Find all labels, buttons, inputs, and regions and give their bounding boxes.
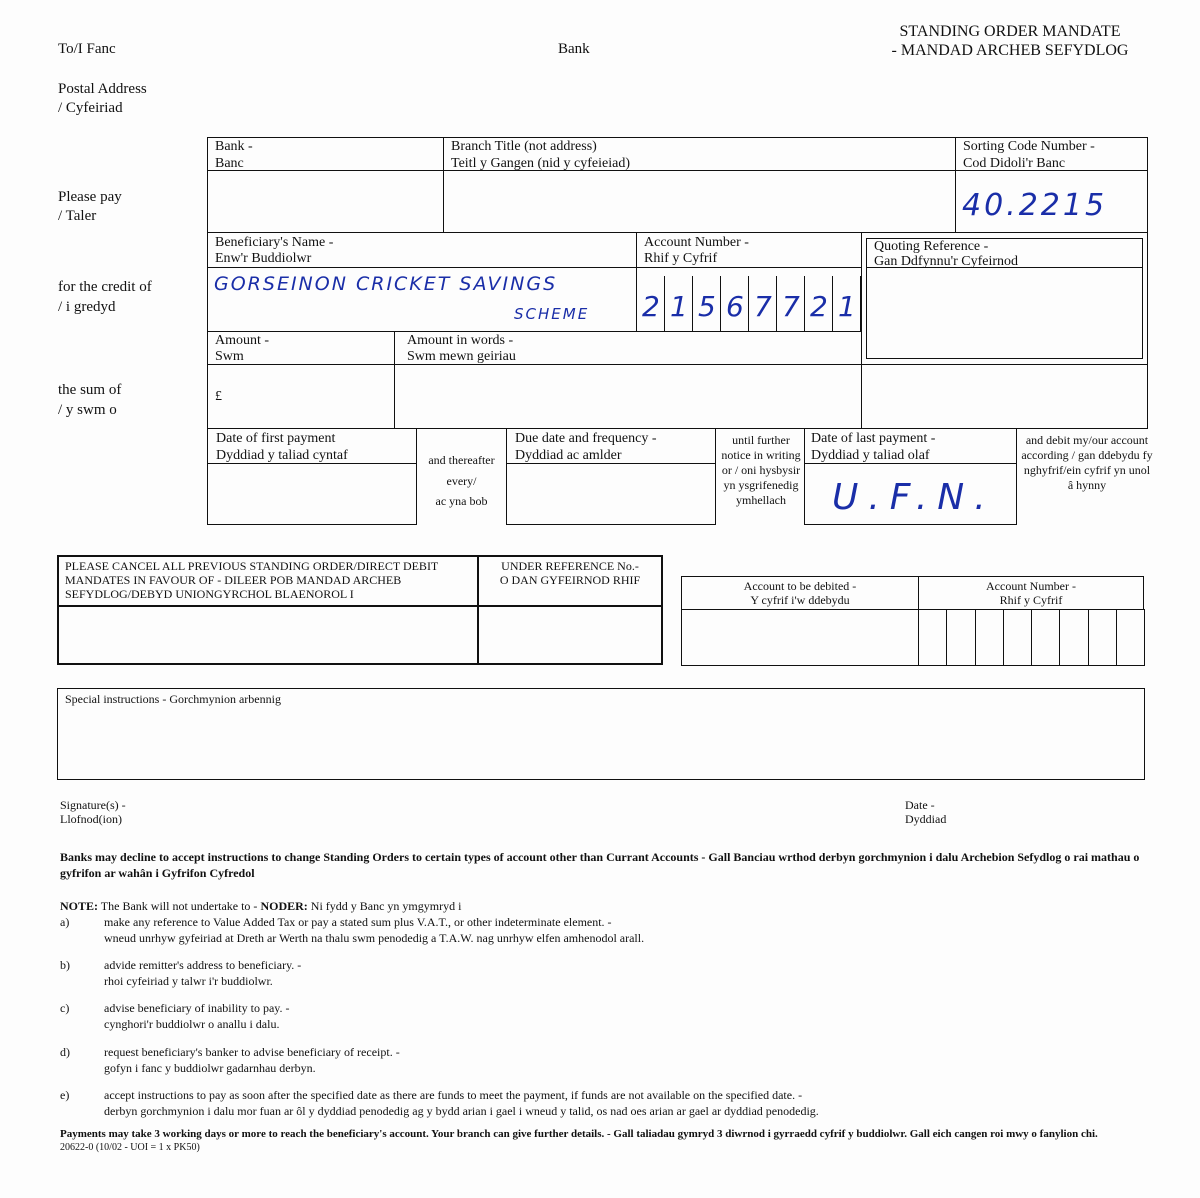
bank-input[interactable] — [207, 170, 444, 233]
amount-words-input[interactable] — [394, 364, 862, 429]
handwritten-beneficiary: GORSEINON CRICKET SAVINGS — [214, 273, 558, 295]
signature-label-welsh: Llofnod(ion) — [60, 812, 122, 826]
due-date-input[interactable] — [506, 463, 716, 525]
cancel-reference-input[interactable] — [477, 605, 663, 665]
until-text-3: or / oni hysbysir — [721, 463, 801, 477]
to-bank-label: To/I Fanc — [58, 41, 116, 57]
debit-text-4: â hynny — [1067, 478, 1107, 492]
debited-account-digit-box[interactable] — [1059, 609, 1088, 666]
last-payment-field-label-welsh: Dyddiad y taliad olaf — [811, 448, 930, 463]
date-label-welsh: Dyddiad — [905, 812, 947, 826]
note-lead: The Bank will not undertake to - — [98, 899, 261, 913]
please-pay-label-welsh: / Taler — [58, 208, 97, 224]
note-text-e-welsh: derbyn gorchmynion i dalu mor fuan ar ôl y dyddiad penodedig ag y bydd arian i gael i wneud y talid, os nad oes arian ar gael ar dyddiad penodedig. — [104, 1104, 819, 1118]
debited-account-input[interactable] — [681, 609, 919, 666]
until-text-1: until further — [732, 433, 790, 447]
sum-of-label-welsh: / y swm o — [58, 402, 117, 418]
note-text-d: request beneficiary's banker to advise beneficiary of receipt. - — [104, 1045, 400, 1059]
debited-account-number-label: Account Number - — [986, 579, 1076, 593]
bank-label: Bank — [558, 41, 590, 57]
note-lead-welsh: Ni fydd y Banc yn ymgymryd i — [307, 899, 462, 913]
note-text-b-welsh: rhoi cyfeiriad y talwr i'r buddiolwr. — [104, 974, 273, 988]
amount-input[interactable] — [207, 364, 395, 429]
quoting-field-label: Quoting Reference - — [874, 239, 989, 254]
due-date-field-label-welsh: Dyddiad ac amlder — [515, 448, 622, 463]
signature-label: Signature(s) - — [60, 798, 126, 812]
until-text-5: ymhellach — [736, 493, 786, 507]
thereafter-text: and thereafter — [428, 453, 495, 467]
until-text-2: notice in writing — [721, 448, 801, 462]
blank-cell-right — [861, 364, 1148, 429]
handwritten-account-digit: 5 — [698, 290, 716, 323]
handwritten-account-digit: 6 — [726, 290, 744, 323]
form-code: 20622-0 (10/02 - UOI = 1 x PK50) — [60, 1142, 200, 1153]
handwritten-sort-code: 40.2215 — [962, 188, 1108, 223]
please-pay-label: Please pay — [58, 189, 122, 205]
bank-field-label-welsh: Banc — [215, 156, 244, 171]
beneficiary-field-label: Beneficiary's Name - — [215, 235, 334, 250]
note-heading — [60, 898, 461, 914]
note-text-a: make any reference to Value Added Tax or pay a stated sum plus V.A.T., or other indeterminate element. - — [104, 915, 612, 929]
note-letter-c: c) — [60, 1001, 70, 1015]
postal-address-label-welsh: / Cyfeiriad — [58, 100, 123, 116]
credit-of-label: for the credit of — [58, 279, 152, 295]
cancel-previous-text: PLEASE CANCEL ALL PREVIOUS STANDING ORDER/DIRECT DEBIT MANDATES IN FAVOUR OF - DILEER POB MANDAD ARCHEB SEFYDLOG/DEBYD UNIONGYRCHOL BLAENOROL I — [65, 559, 439, 601]
cancel-payee-input[interactable] — [57, 605, 479, 665]
debit-text-2: according / gan ddebydu fy — [1021, 448, 1153, 462]
note-letter-a: a) — [60, 915, 70, 929]
debited-account-digit-box[interactable] — [946, 609, 975, 666]
amount-field-label: Amount - — [215, 333, 270, 348]
last-payment-field-label: Date of last payment - — [811, 431, 936, 446]
thereafter-welsh-text: ac yna bob — [435, 494, 488, 508]
note-text-a-welsh: wneud unrhyw gyfeiriad at Dreth ar Werth na thalu swm penodedig a T.A.W. nag unrhyw elfen amhenodol arall. — [104, 931, 645, 945]
due-date-field-label: Due date and frequency - — [515, 431, 657, 446]
pound-sign: £ — [215, 389, 222, 404]
handwritten-beneficiary-line2: SCHEME — [514, 305, 590, 323]
first-payment-field-label-welsh: Dyddiad y taliad cyntaf — [216, 448, 348, 463]
under-reference-text: UNDER REFERENCE No.- — [501, 559, 639, 573]
bank-field-label: Bank - — [215, 139, 253, 154]
credit-of-label-welsh: / i gredyd — [58, 299, 116, 315]
handwritten-account-digit: 1 — [838, 290, 856, 323]
debited-account-digit-box[interactable] — [1031, 609, 1060, 666]
handwritten-account-digit: 1 — [670, 290, 688, 323]
debited-account-digit-box[interactable] — [918, 609, 947, 666]
amount-words-field-label-welsh: Swm mewn geiriau — [407, 349, 516, 364]
note-text-b: advide remitter's address to beneficiary. - — [104, 958, 302, 972]
note-text-c: advise beneficiary of inability to pay. - — [104, 1001, 290, 1015]
note-letter-e: e) — [60, 1088, 70, 1102]
amount-words-field-label: Amount in words - — [407, 333, 514, 348]
debited-account-digit-box[interactable] — [1116, 609, 1145, 666]
handwritten-account-digit: 2 — [642, 290, 660, 323]
debited-account-digit-box[interactable] — [1003, 609, 1032, 666]
sum-of-label: the sum of — [58, 382, 122, 398]
first-payment-field-label: Date of first payment — [216, 431, 336, 446]
account-number-field-label-welsh: Rhif y Cyfrif — [644, 251, 718, 266]
form-title: STANDING ORDER MANDATE — [899, 23, 1121, 40]
debited-account-label-welsh: Y cyfrif i'w ddebydu — [750, 593, 850, 607]
thereafter-every-text: every/ — [446, 474, 477, 488]
note-text-d-welsh: gofyn i fanc y buddiolwr gadarnhau derbyn. — [104, 1061, 316, 1075]
beneficiary-field-label-welsh: Enw'r Buddiolwr — [215, 251, 312, 266]
amount-field-label-welsh: Swm — [215, 349, 244, 364]
note-lead-welsh-bold: NODER: — [260, 899, 308, 913]
banks-decline-notice: Banks may decline to accept instructions to change Standing Orders to certain types of account other than Currant Accounts - Gall Banciau wrthod derbyn gorchmynion i dalu Archebion Sefydlog o rai mathau o gyfrifon ar wahân i Gyfrifon Cyfredol — [60, 850, 1140, 880]
sort-code-field-label-welsh: Cod Didoli'r Banc — [963, 156, 1066, 171]
handwritten-account-digit: 2 — [810, 290, 828, 323]
note-letter-d: d) — [60, 1045, 70, 1059]
debit-text-1: and debit my/our account — [1025, 433, 1149, 447]
branch-field-label-welsh: Teitl y Gangen (nid y cyfeieiad) — [451, 156, 631, 171]
handwritten-account-digit: 7 — [754, 290, 772, 323]
debited-account-digit-box[interactable] — [1088, 609, 1117, 666]
date-label: Date - — [905, 798, 935, 812]
footer-notice: Payments may take 3 working days or more to reach the beneficiary's account. Your branch can give further details. - Gall taliadau gymryd 3 diwrnod i gyrraedd cyfrif y buddiolwr. Gall eich cangen roi mwy o fanylion chi. — [60, 1128, 1098, 1140]
first-payment-input[interactable] — [207, 463, 417, 525]
quoting-field-label-welsh: Gan Ddfynnu'r Cyfeirnod — [874, 254, 1019, 269]
note-text-c-welsh: cynghori'r buddiolwr o anallu i dalu. — [104, 1017, 280, 1031]
account-number-field-label: Account Number - — [644, 235, 749, 250]
under-reference-text-welsh: O DAN GYFEIRNOD RHIF — [499, 573, 641, 587]
until-text-4: yn ysgrifenedig — [723, 478, 799, 492]
handwritten-last-payment: U.F.N. — [832, 477, 996, 518]
sort-code-field-label: Sorting Code Number - — [963, 139, 1095, 154]
handwritten-account-digit: 7 — [782, 290, 800, 323]
debited-account-number-label-welsh: Rhif y Cyfrif — [999, 593, 1063, 607]
note-letter-b: b) — [60, 958, 70, 972]
debited-account-digit-box[interactable] — [975, 609, 1004, 666]
special-instructions-label: Special instructions - Gorchmynion arbennig — [65, 692, 281, 706]
postal-address-label: Postal Address — [58, 81, 147, 97]
branch-input[interactable] — [443, 170, 956, 233]
form-title-welsh: - MANDAD ARCHEB SEFYDLOG — [891, 42, 1129, 59]
debited-account-label: Account to be debited - — [743, 579, 857, 593]
branch-field-label: Branch Title (not address) — [451, 139, 597, 154]
note-text-e: accept instructions to pay as soon after the specified date as there are funds to meet the payment, if funds are not available on the specified date. - — [104, 1088, 803, 1102]
debit-text-3: nghyfrif/ein cyfrif yn unol — [1023, 463, 1151, 477]
note-prefix: NOTE: — [60, 899, 99, 913]
